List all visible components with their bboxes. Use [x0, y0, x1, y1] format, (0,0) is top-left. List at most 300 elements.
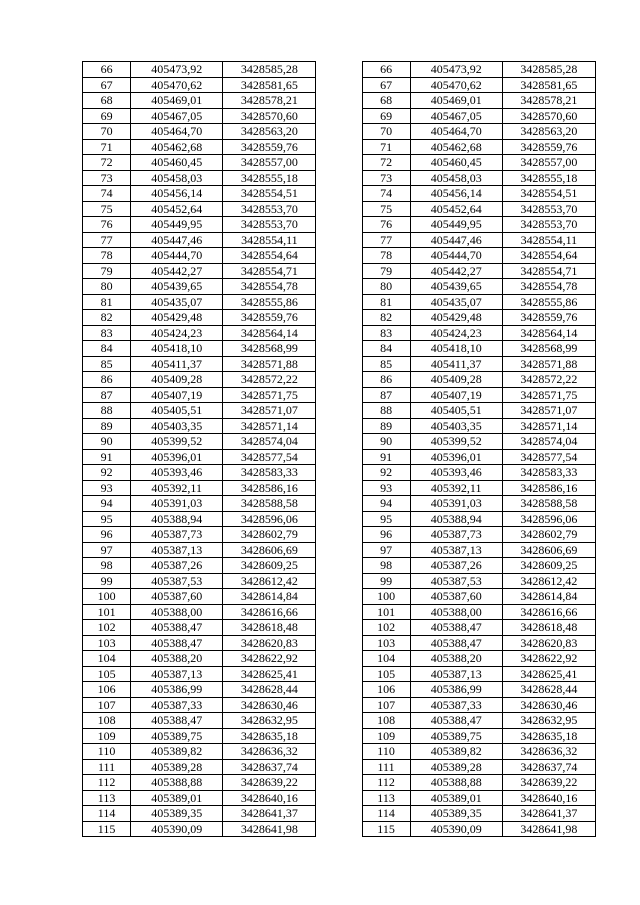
- right-x-coordinate-cell: 405403,35: [410, 418, 502, 434]
- left-y-coordinate-cell: 3428583,33: [223, 465, 316, 481]
- right-x-coordinate-cell: 405387,26: [410, 558, 502, 574]
- right-point-number-cell: 103: [362, 635, 410, 651]
- left-y-coordinate-cell: 3428609,25: [223, 558, 316, 574]
- column-gap: [316, 744, 362, 760]
- column-gap: [316, 821, 362, 837]
- left-point-number-cell: 69: [83, 108, 131, 124]
- left-x-coordinate-cell: 405387,60: [131, 589, 223, 605]
- right-x-coordinate-cell: 405460,45: [410, 155, 502, 171]
- column-gap: [316, 434, 362, 450]
- document-page: [82, 61, 596, 837]
- table-row: [83, 620, 596, 636]
- left-y-coordinate-cell: 3428639,22: [223, 775, 316, 791]
- column-gap: [316, 248, 362, 264]
- right-x-coordinate-cell: 405411,37: [410, 356, 502, 372]
- table-row: [83, 77, 596, 93]
- left-x-coordinate-cell: 405388,47: [131, 620, 223, 636]
- right-point-number-cell: 68: [362, 93, 410, 109]
- left-y-coordinate-cell: 3428618,48: [223, 620, 316, 636]
- table-row: [83, 294, 596, 310]
- right-y-coordinate-cell: 3428620,83: [502, 635, 595, 651]
- right-point-number-cell: 108: [362, 713, 410, 729]
- left-y-coordinate-cell: 3428571,88: [223, 356, 316, 372]
- right-point-number-cell: 91: [362, 449, 410, 465]
- left-point-number-cell: 105: [83, 666, 131, 682]
- left-x-coordinate-cell: 405435,07: [131, 294, 223, 310]
- right-y-coordinate-cell: 3428609,25: [502, 558, 595, 574]
- table-row: [83, 248, 596, 264]
- right-x-coordinate-cell: 405456,14: [410, 186, 502, 202]
- right-x-coordinate-cell: 405464,70: [410, 124, 502, 140]
- right-y-coordinate-cell: 3428554,78: [502, 279, 595, 295]
- left-x-coordinate-cell: 405439,65: [131, 279, 223, 295]
- table-row: [83, 310, 596, 326]
- left-y-coordinate-cell: 3428555,18: [223, 170, 316, 186]
- left-y-coordinate-cell: 3428625,41: [223, 666, 316, 682]
- right-y-coordinate-cell: 3428622,92: [502, 651, 595, 667]
- right-point-number-cell: 86: [362, 372, 410, 388]
- right-y-coordinate-cell: 3428571,88: [502, 356, 595, 372]
- left-y-coordinate-cell: 3428571,07: [223, 403, 316, 419]
- right-y-coordinate-cell: 3428632,95: [502, 713, 595, 729]
- right-x-coordinate-cell: 405388,20: [410, 651, 502, 667]
- right-x-coordinate-cell: 405444,70: [410, 248, 502, 264]
- left-x-coordinate-cell: 405403,35: [131, 418, 223, 434]
- column-gap: [316, 573, 362, 589]
- left-x-coordinate-cell: 405388,94: [131, 511, 223, 527]
- right-y-coordinate-cell: 3428554,64: [502, 248, 595, 264]
- left-point-number-cell: 109: [83, 728, 131, 744]
- left-y-coordinate-cell: 3428630,46: [223, 697, 316, 713]
- column-gap: [316, 62, 362, 78]
- right-y-coordinate-cell: 3428553,70: [502, 201, 595, 217]
- left-x-coordinate-cell: 405388,47: [131, 713, 223, 729]
- left-y-coordinate-cell: 3428602,79: [223, 527, 316, 543]
- column-gap: [316, 511, 362, 527]
- right-x-coordinate-cell: 405388,00: [410, 604, 502, 620]
- right-y-coordinate-cell: 3428559,76: [502, 139, 595, 155]
- column-gap: [316, 201, 362, 217]
- right-y-coordinate-cell: 3428570,60: [502, 108, 595, 124]
- left-x-coordinate-cell: 405387,13: [131, 666, 223, 682]
- column-gap: [316, 496, 362, 512]
- right-x-coordinate-cell: 405388,47: [410, 620, 502, 636]
- right-x-coordinate-cell: 405424,23: [410, 325, 502, 341]
- left-point-number-cell: 89: [83, 418, 131, 434]
- right-point-number-cell: 114: [362, 806, 410, 822]
- left-x-coordinate-cell: 405469,01: [131, 93, 223, 109]
- left-x-coordinate-cell: 405387,33: [131, 697, 223, 713]
- left-y-coordinate-cell: 3428563,20: [223, 124, 316, 140]
- table-row: [83, 279, 596, 295]
- right-point-number-cell: 111: [362, 759, 410, 775]
- right-point-number-cell: 75: [362, 201, 410, 217]
- left-point-number-cell: 98: [83, 558, 131, 574]
- right-y-coordinate-cell: 3428571,07: [502, 403, 595, 419]
- left-y-coordinate-cell: 3428628,44: [223, 682, 316, 698]
- right-x-coordinate-cell: 405387,53: [410, 573, 502, 589]
- right-x-coordinate-cell: 405396,01: [410, 449, 502, 465]
- table-row: [83, 651, 596, 667]
- right-x-coordinate-cell: 405469,01: [410, 93, 502, 109]
- right-x-coordinate-cell: 405387,60: [410, 589, 502, 605]
- left-point-number-cell: 72: [83, 155, 131, 171]
- left-point-number-cell: 81: [83, 294, 131, 310]
- right-x-coordinate-cell: 405405,51: [410, 403, 502, 419]
- left-x-coordinate-cell: 405387,73: [131, 527, 223, 543]
- table-row: [83, 155, 596, 171]
- left-point-number-cell: 112: [83, 775, 131, 791]
- left-point-number-cell: 108: [83, 713, 131, 729]
- left-point-number-cell: 67: [83, 77, 131, 93]
- left-y-coordinate-cell: 3428635,18: [223, 728, 316, 744]
- right-x-coordinate-cell: 405407,19: [410, 387, 502, 403]
- right-point-number-cell: 66: [362, 62, 410, 78]
- right-y-coordinate-cell: 3428553,70: [502, 217, 595, 233]
- right-y-coordinate-cell: 3428559,76: [502, 310, 595, 326]
- column-gap: [316, 682, 362, 698]
- left-x-coordinate-cell: 405388,20: [131, 651, 223, 667]
- right-point-number-cell: 83: [362, 325, 410, 341]
- left-x-coordinate-cell: 405389,01: [131, 790, 223, 806]
- left-y-coordinate-cell: 3428596,06: [223, 511, 316, 527]
- left-y-coordinate-cell: 3428554,11: [223, 232, 316, 248]
- left-point-number-cell: 115: [83, 821, 131, 837]
- left-x-coordinate-cell: 405387,26: [131, 558, 223, 574]
- right-point-number-cell: 72: [362, 155, 410, 171]
- table-row: [83, 170, 596, 186]
- column-gap: [316, 325, 362, 341]
- table-row: [83, 449, 596, 465]
- left-x-coordinate-cell: 405458,03: [131, 170, 223, 186]
- left-point-number-cell: 96: [83, 527, 131, 543]
- right-point-number-cell: 77: [362, 232, 410, 248]
- left-y-coordinate-cell: 3428622,92: [223, 651, 316, 667]
- right-x-coordinate-cell: 405473,92: [410, 62, 502, 78]
- table-row: [83, 93, 596, 109]
- right-y-coordinate-cell: 3428577,54: [502, 449, 595, 465]
- left-y-coordinate-cell: 3428586,16: [223, 480, 316, 496]
- right-x-coordinate-cell: 405452,64: [410, 201, 502, 217]
- left-x-coordinate-cell: 405389,35: [131, 806, 223, 822]
- right-point-number-cell: 81: [362, 294, 410, 310]
- table-row: [83, 139, 596, 155]
- left-point-number-cell: 93: [83, 480, 131, 496]
- left-point-number-cell: 70: [83, 124, 131, 140]
- right-y-coordinate-cell: 3428596,06: [502, 511, 595, 527]
- table-row: [83, 465, 596, 481]
- right-y-coordinate-cell: 3428640,16: [502, 790, 595, 806]
- left-point-number-cell: 110: [83, 744, 131, 760]
- right-point-number-cell: 80: [362, 279, 410, 295]
- right-y-coordinate-cell: 3428555,86: [502, 294, 595, 310]
- right-point-number-cell: 78: [362, 248, 410, 264]
- left-y-coordinate-cell: 3428553,70: [223, 201, 316, 217]
- column-gap: [316, 666, 362, 682]
- right-x-coordinate-cell: 405386,99: [410, 682, 502, 698]
- table-row: [83, 790, 596, 806]
- left-x-coordinate-cell: 405386,99: [131, 682, 223, 698]
- left-y-coordinate-cell: 3428574,04: [223, 434, 316, 450]
- left-point-number-cell: 95: [83, 511, 131, 527]
- table-row: [83, 775, 596, 791]
- left-y-coordinate-cell: 3428568,99: [223, 341, 316, 357]
- table-row: [83, 682, 596, 698]
- right-point-number-cell: 106: [362, 682, 410, 698]
- right-point-number-cell: 95: [362, 511, 410, 527]
- right-y-coordinate-cell: 3428585,28: [502, 62, 595, 78]
- left-point-number-cell: 71: [83, 139, 131, 155]
- table-row: [83, 806, 596, 822]
- coordinates-table-body: [83, 62, 596, 837]
- left-point-number-cell: 80: [83, 279, 131, 295]
- right-point-number-cell: 92: [362, 465, 410, 481]
- right-point-number-cell: 96: [362, 527, 410, 543]
- right-point-number-cell: 100: [362, 589, 410, 605]
- right-y-coordinate-cell: 3428583,33: [502, 465, 595, 481]
- column-gap: [316, 728, 362, 744]
- right-x-coordinate-cell: 405399,52: [410, 434, 502, 450]
- column-gap: [316, 124, 362, 140]
- left-x-coordinate-cell: 405444,70: [131, 248, 223, 264]
- left-point-number-cell: 101: [83, 604, 131, 620]
- left-x-coordinate-cell: 405462,68: [131, 139, 223, 155]
- column-gap: [316, 387, 362, 403]
- table-row: [83, 124, 596, 140]
- left-point-number-cell: 99: [83, 573, 131, 589]
- column-gap: [316, 93, 362, 109]
- table-row: [83, 232, 596, 248]
- left-point-number-cell: 102: [83, 620, 131, 636]
- right-point-number-cell: 87: [362, 387, 410, 403]
- right-point-number-cell: 112: [362, 775, 410, 791]
- left-x-coordinate-cell: 405467,05: [131, 108, 223, 124]
- right-point-number-cell: 88: [362, 403, 410, 419]
- right-point-number-cell: 105: [362, 666, 410, 682]
- right-y-coordinate-cell: 3428581,65: [502, 77, 595, 93]
- table-row: [83, 604, 596, 620]
- right-y-coordinate-cell: 3428557,00: [502, 155, 595, 171]
- table-row: [83, 387, 596, 403]
- left-y-coordinate-cell: 3428585,28: [223, 62, 316, 78]
- column-gap: [316, 604, 362, 620]
- left-point-number-cell: 76: [83, 217, 131, 233]
- left-x-coordinate-cell: 405464,70: [131, 124, 223, 140]
- table-row: [83, 201, 596, 217]
- column-gap: [316, 465, 362, 481]
- left-y-coordinate-cell: 3428570,60: [223, 108, 316, 124]
- right-y-coordinate-cell: 3428618,48: [502, 620, 595, 636]
- right-x-coordinate-cell: 405388,47: [410, 713, 502, 729]
- left-point-number-cell: 78: [83, 248, 131, 264]
- column-gap: [316, 418, 362, 434]
- right-point-number-cell: 102: [362, 620, 410, 636]
- right-point-number-cell: 107: [362, 697, 410, 713]
- right-x-coordinate-cell: 405389,82: [410, 744, 502, 760]
- left-point-number-cell: 113: [83, 790, 131, 806]
- right-x-coordinate-cell: 405429,48: [410, 310, 502, 326]
- right-y-coordinate-cell: 3428554,51: [502, 186, 595, 202]
- right-y-coordinate-cell: 3428586,16: [502, 480, 595, 496]
- right-x-coordinate-cell: 405467,05: [410, 108, 502, 124]
- table-row: [83, 527, 596, 543]
- right-point-number-cell: 74: [362, 186, 410, 202]
- right-y-coordinate-cell: 3428588,58: [502, 496, 595, 512]
- right-x-coordinate-cell: 405418,10: [410, 341, 502, 357]
- left-point-number-cell: 92: [83, 465, 131, 481]
- right-x-coordinate-cell: 405387,33: [410, 697, 502, 713]
- table-row: [83, 263, 596, 279]
- right-point-number-cell: 101: [362, 604, 410, 620]
- left-y-coordinate-cell: 3428564,14: [223, 325, 316, 341]
- column-gap: [316, 310, 362, 326]
- left-y-coordinate-cell: 3428557,00: [223, 155, 316, 171]
- left-point-number-cell: 97: [83, 542, 131, 558]
- column-gap: [316, 759, 362, 775]
- table-row: [83, 666, 596, 682]
- left-x-coordinate-cell: 405399,52: [131, 434, 223, 450]
- left-point-number-cell: 75: [83, 201, 131, 217]
- column-gap: [316, 790, 362, 806]
- left-x-coordinate-cell: 405424,23: [131, 325, 223, 341]
- table-row: [83, 217, 596, 233]
- left-x-coordinate-cell: 405409,28: [131, 372, 223, 388]
- left-point-number-cell: 88: [83, 403, 131, 419]
- column-gap: [316, 697, 362, 713]
- left-y-coordinate-cell: 3428578,21: [223, 93, 316, 109]
- column-gap: [316, 558, 362, 574]
- right-x-coordinate-cell: 405390,09: [410, 821, 502, 837]
- left-y-coordinate-cell: 3428632,95: [223, 713, 316, 729]
- left-point-number-cell: 111: [83, 759, 131, 775]
- left-x-coordinate-cell: 405418,10: [131, 341, 223, 357]
- left-point-number-cell: 94: [83, 496, 131, 512]
- left-y-coordinate-cell: 3428636,32: [223, 744, 316, 760]
- table-row: [83, 759, 596, 775]
- left-x-coordinate-cell: 405387,13: [131, 542, 223, 558]
- left-y-coordinate-cell: 3428554,71: [223, 263, 316, 279]
- left-y-coordinate-cell: 3428637,74: [223, 759, 316, 775]
- right-x-coordinate-cell: 405458,03: [410, 170, 502, 186]
- left-x-coordinate-cell: 405473,92: [131, 62, 223, 78]
- left-point-number-cell: 77: [83, 232, 131, 248]
- right-y-coordinate-cell: 3428568,99: [502, 341, 595, 357]
- coordinates-table: [82, 61, 596, 837]
- left-y-coordinate-cell: 3428555,86: [223, 294, 316, 310]
- left-point-number-cell: 106: [83, 682, 131, 698]
- left-point-number-cell: 86: [83, 372, 131, 388]
- right-point-number-cell: 85: [362, 356, 410, 372]
- table-row: [83, 372, 596, 388]
- left-x-coordinate-cell: 405470,62: [131, 77, 223, 93]
- left-x-coordinate-cell: 405452,64: [131, 201, 223, 217]
- right-x-coordinate-cell: 405388,88: [410, 775, 502, 791]
- right-y-coordinate-cell: 3428641,98: [502, 821, 595, 837]
- column-gap: [316, 186, 362, 202]
- left-point-number-cell: 104: [83, 651, 131, 667]
- right-y-coordinate-cell: 3428628,44: [502, 682, 595, 698]
- left-point-number-cell: 100: [83, 589, 131, 605]
- left-y-coordinate-cell: 3428588,58: [223, 496, 316, 512]
- column-gap: [316, 480, 362, 496]
- right-point-number-cell: 113: [362, 790, 410, 806]
- left-x-coordinate-cell: 405388,88: [131, 775, 223, 791]
- left-point-number-cell: 73: [83, 170, 131, 186]
- right-x-coordinate-cell: 405435,07: [410, 294, 502, 310]
- left-y-coordinate-cell: 3428614,84: [223, 589, 316, 605]
- column-gap: [316, 294, 362, 310]
- column-gap: [316, 713, 362, 729]
- column-gap: [316, 449, 362, 465]
- right-point-number-cell: 115: [362, 821, 410, 837]
- left-point-number-cell: 85: [83, 356, 131, 372]
- table-row: [83, 356, 596, 372]
- right-y-coordinate-cell: 3428635,18: [502, 728, 595, 744]
- right-y-coordinate-cell: 3428571,75: [502, 387, 595, 403]
- left-x-coordinate-cell: 405388,47: [131, 635, 223, 651]
- right-point-number-cell: 76: [362, 217, 410, 233]
- column-gap: [316, 263, 362, 279]
- left-y-coordinate-cell: 3428553,70: [223, 217, 316, 233]
- column-gap: [316, 139, 362, 155]
- right-point-number-cell: 70: [362, 124, 410, 140]
- right-x-coordinate-cell: 405392,11: [410, 480, 502, 496]
- right-point-number-cell: 90: [362, 434, 410, 450]
- right-point-number-cell: 98: [362, 558, 410, 574]
- right-point-number-cell: 94: [362, 496, 410, 512]
- left-x-coordinate-cell: 405405,51: [131, 403, 223, 419]
- table-row: [83, 108, 596, 124]
- right-y-coordinate-cell: 3428636,32: [502, 744, 595, 760]
- left-point-number-cell: 114: [83, 806, 131, 822]
- right-y-coordinate-cell: 3428554,11: [502, 232, 595, 248]
- table-row: [83, 434, 596, 450]
- left-y-coordinate-cell: 3428640,16: [223, 790, 316, 806]
- left-y-coordinate-cell: 3428554,51: [223, 186, 316, 202]
- table-row: [83, 341, 596, 357]
- left-y-coordinate-cell: 3428572,22: [223, 372, 316, 388]
- left-y-coordinate-cell: 3428554,78: [223, 279, 316, 295]
- right-point-number-cell: 104: [362, 651, 410, 667]
- right-y-coordinate-cell: 3428606,69: [502, 542, 595, 558]
- left-point-number-cell: 74: [83, 186, 131, 202]
- right-x-coordinate-cell: 405470,62: [410, 77, 502, 93]
- left-x-coordinate-cell: 405393,46: [131, 465, 223, 481]
- column-gap: [316, 372, 362, 388]
- left-point-number-cell: 103: [83, 635, 131, 651]
- left-point-number-cell: 91: [83, 449, 131, 465]
- right-point-number-cell: 69: [362, 108, 410, 124]
- table-row: [83, 744, 596, 760]
- right-point-number-cell: 99: [362, 573, 410, 589]
- left-x-coordinate-cell: 405456,14: [131, 186, 223, 202]
- column-gap: [316, 775, 362, 791]
- right-point-number-cell: 89: [362, 418, 410, 434]
- column-gap: [316, 527, 362, 543]
- left-x-coordinate-cell: 405390,09: [131, 821, 223, 837]
- right-y-coordinate-cell: 3428571,14: [502, 418, 595, 434]
- left-y-coordinate-cell: 3428641,98: [223, 821, 316, 837]
- column-gap: [316, 108, 362, 124]
- left-point-number-cell: 90: [83, 434, 131, 450]
- left-x-coordinate-cell: 405387,53: [131, 573, 223, 589]
- left-point-number-cell: 82: [83, 310, 131, 326]
- right-x-coordinate-cell: 405389,28: [410, 759, 502, 775]
- left-point-number-cell: 68: [83, 93, 131, 109]
- right-x-coordinate-cell: 405442,27: [410, 263, 502, 279]
- left-x-coordinate-cell: 405391,03: [131, 496, 223, 512]
- left-x-coordinate-cell: 405411,37: [131, 356, 223, 372]
